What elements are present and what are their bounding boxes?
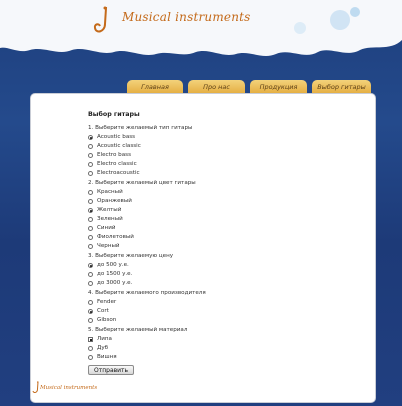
option-green[interactable] <box>88 215 206 224</box>
radio-acoustic-bass[interactable] <box>88 135 93 140</box>
footer-brand-name: Musical instruments <box>40 385 98 391</box>
question-material-label: 5. Выберите желаемый материал <box>88 327 188 333</box>
radio-black[interactable] <box>88 244 93 249</box>
question-price-label: 3. Выберите желаемую цену <box>88 253 174 259</box>
question-type-label: 1. Выберите желаемый тип гитары <box>88 125 193 131</box>
option-label: Желтый <box>97 207 122 213</box>
tab-home[interactable]: Главная <box>127 80 183 95</box>
header-cloud-banner <box>0 0 402 60</box>
option-gibson[interactable] <box>88 316 206 325</box>
footer-saxophone-icon <box>32 381 40 395</box>
option-label: Зеленый <box>97 216 123 222</box>
header <box>0 0 402 80</box>
question-maker-label: 4. Выберите желаемого производителя <box>88 290 206 296</box>
tab-about[interactable]: Про нас <box>188 80 245 95</box>
option-label: Fender <box>97 299 117 305</box>
radio-cherry[interactable] <box>88 355 93 360</box>
option-electro-bass[interactable] <box>88 151 206 160</box>
radio-acoustic-classic[interactable] <box>88 144 93 149</box>
option-acoustic-classic[interactable] <box>88 142 206 151</box>
option-label: Фиолетовый <box>97 234 134 240</box>
submit-button[interactable]: Отправить <box>88 365 134 375</box>
option-electro-classic[interactable] <box>88 160 206 169</box>
option-blue[interactable] <box>88 224 206 233</box>
option-label: Gibson <box>97 317 117 323</box>
saxophone-logo-icon <box>92 6 114 38</box>
radio-price-1500[interactable] <box>88 272 93 277</box>
tab-products[interactable]: Продукция <box>250 80 307 95</box>
radio-price-500[interactable] <box>88 263 93 268</box>
option-oak[interactable] <box>88 344 206 353</box>
option-red[interactable] <box>88 188 206 197</box>
option-price-500[interactable] <box>88 261 206 270</box>
option-yellow[interactable] <box>88 206 206 215</box>
option-label: до 1500 у.е. <box>97 271 133 277</box>
radio-yellow[interactable] <box>88 208 93 213</box>
option-label: Оранжевый <box>97 198 132 204</box>
radio-electroacoustic[interactable] <box>88 171 93 176</box>
option-black[interactable] <box>88 242 206 251</box>
radio-blue[interactable] <box>88 226 93 231</box>
option-label: Electro bass <box>97 152 131 158</box>
brand-name: Musical instruments <box>122 10 251 24</box>
option-linden[interactable] <box>88 335 206 344</box>
option-label: до 3000 у.е. <box>97 280 133 286</box>
option-label: Синий <box>97 225 116 231</box>
option-label: Cort <box>97 308 109 314</box>
option-label: Acoustic bass <box>97 134 136 140</box>
option-fender[interactable] <box>88 298 206 307</box>
option-cherry[interactable] <box>88 353 206 362</box>
option-label: Вишня <box>97 354 117 360</box>
option-label: Дуб <box>97 345 109 351</box>
radio-violet[interactable] <box>88 235 93 240</box>
radio-orange[interactable] <box>88 199 93 204</box>
option-electroacoustic[interactable] <box>88 169 206 178</box>
option-price-1500[interactable] <box>88 270 206 279</box>
option-acoustic-bass[interactable] <box>88 133 206 142</box>
option-price-3000[interactable] <box>88 279 206 288</box>
form-title: Выбор гитары <box>88 111 140 118</box>
option-label: Acoustic classic <box>97 143 141 149</box>
radio-red[interactable] <box>88 190 93 195</box>
radio-fender[interactable] <box>88 300 93 305</box>
radio-green[interactable] <box>88 217 93 222</box>
option-violet[interactable] <box>88 233 206 242</box>
option-label: Красный <box>97 189 123 195</box>
question-color-label: 2. Выберите желаемый цвет гитары <box>88 180 196 186</box>
option-cort[interactable] <box>88 307 206 316</box>
radio-gibson[interactable] <box>88 318 93 323</box>
option-label: Черный <box>97 243 120 249</box>
radio-electro-classic[interactable] <box>88 162 93 167</box>
radio-oak[interactable] <box>88 346 93 351</box>
guitar-choice-form <box>88 110 206 376</box>
radio-cort[interactable] <box>88 309 93 314</box>
option-label: Electro classic <box>97 161 137 167</box>
tab-guitar-choice[interactable]: Выбор гитары <box>312 80 371 95</box>
radio-price-3000[interactable] <box>88 281 93 286</box>
checkbox-linden[interactable] <box>88 337 93 342</box>
radio-electro-bass[interactable] <box>88 153 93 158</box>
option-label: Electroacoustic <box>97 170 140 176</box>
option-label: Липа <box>97 336 112 342</box>
option-orange[interactable] <box>88 197 206 206</box>
option-label: до 500 у.е. <box>97 262 129 268</box>
